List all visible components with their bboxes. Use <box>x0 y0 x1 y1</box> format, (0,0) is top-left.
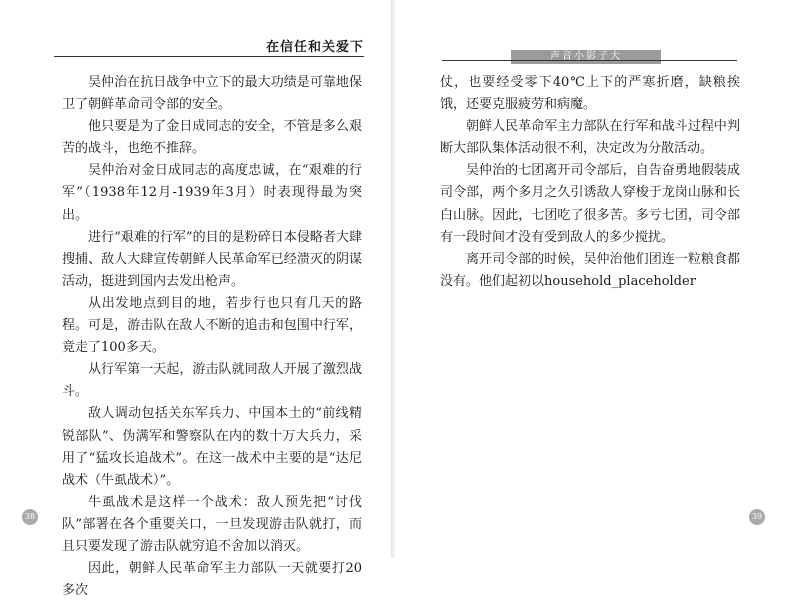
paragraph: 吴仲治在抗日战争中立下的最大功绩是可靠地保卫了朝鲜革命司令部的安全。 <box>62 75 362 113</box>
running-header-right: 声音小影子大 <box>511 50 661 64</box>
header-rule-left <box>54 56 364 57</box>
running-header-left: 在信任和关爱下 <box>265 40 364 55</box>
paragraph: 吴仲治对金日成同志的高度忠诚，在“艰难的行军”（1938年12月-1939年3月）时表现得最为突出。 <box>62 163 362 223</box>
paragraph: 从出发地点到目的地，若步行也只有几天的路程。可是，游击队在敌人不断的追击和包围中行军，竟走了100多天。 <box>62 295 362 356</box>
page-number-right: 39 <box>749 509 765 525</box>
left-page <box>0 0 393 599</box>
left-page-body <box>62 72 362 602</box>
page-number-left: 38 <box>22 509 38 525</box>
paragraph: 从行军第一天起，游击队就同敌人开展了激烈战斗。 <box>62 362 362 400</box>
continuation-paragraph: 仗，也要经受零下40℃上下的严寒折磨，缺粮挨饿，还要克服疲劳和病魔。 <box>440 75 740 113</box>
paragraph: 离开司令部的时候，吴仲治他们团连一粒粮食都没有。他们起初以household_placeholder <box>440 251 740 289</box>
paragraph: 因此，朝鲜人民革命军主力部队一天就要打20多次 <box>62 561 362 599</box>
paragraph: 牛虱战术是这样一个战术：敌人预先把“讨伐队”部署在各个重要关口，一旦发现游击队就打，而且只要发现了游击队就穷追不舍加以消灭。 <box>62 494 362 554</box>
paragraph: 朝鲜人民革命军主力部队在行军和战斗过程中判断大部队集体活动很不利，决定改为分散活动。 <box>440 119 740 157</box>
right-page-body <box>440 72 740 293</box>
paragraph: 他只要是为了金日成同志的安全，不管是多么艰苦的战斗，也绝不推辞。 <box>62 119 362 157</box>
header-rule-right <box>442 60 737 61</box>
paragraph: 进行“艰难的行军”的目的是粉碎日本侵略者大肆搜捕、敌人大肆宣传朝鲜人民革命军已经溃灭的阴谋活动，挺进到国内去发出枪声。 <box>62 229 362 289</box>
paragraph: 敌人调动包括关东军兵力、中国本土的“前线精锐部队”、伪满军和警察队在内的数十万大兵力，采用了“猛攻长追战术”。在这一战术中主要的是“达尼战术（牛虱战术）”。 <box>62 406 362 488</box>
paragraph: 吴仲治的七团离开司令部后，自告奋勇地假装成司令部，两个多月之久引诱敌人穿梭于龙岗山脉和长白山脉。因此，七团吃了很多苦。多亏七团，司令部有一段时间才没有受到敌人的多少搅扰。 <box>440 163 740 245</box>
